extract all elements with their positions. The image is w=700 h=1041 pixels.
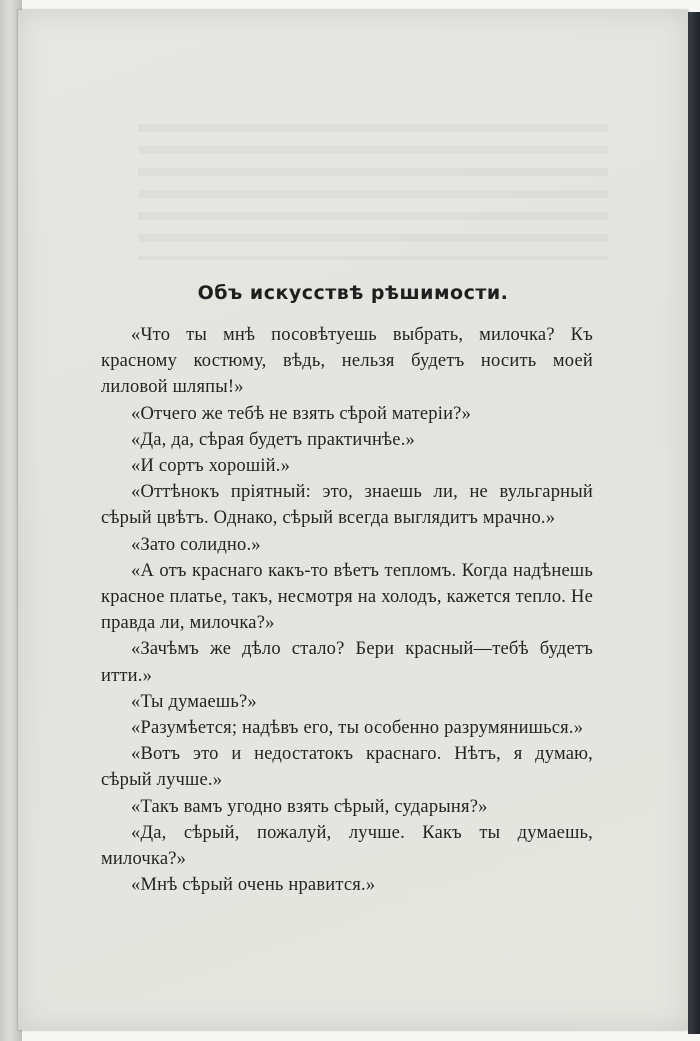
book-cover-edge <box>688 12 700 1034</box>
paragraph: «Отчего же тебѣ не взять сѣрой матеріи?» <box>131 403 472 424</box>
paragraph: «Зато солидно.» <box>131 534 261 555</box>
paragraph: «Да, да, сѣрая будетъ практичнѣе.» <box>131 429 415 450</box>
paragraph: «Разумѣется; надѣвъ его, ты особенно разрумянишься.» <box>131 718 584 739</box>
chapter-title: Объ искусствѣ рѣшимости. <box>197 282 509 304</box>
paragraph: «А отъ краснаго какъ-то вѣетъ тепломъ. Когда надѣнешь красное платье, такъ, несмотря на холодъ, кажется тепло. Не правда ли, милочка?» <box>101 560 593 634</box>
paragraph: «Да, сѣрый, пожалуй, лучше. Какъ ты думаешь, милочка?» <box>101 822 593 870</box>
paragraph: «Что ты мнѣ посовѣтуешь выбрать, милочка? Къ красному костюму, вѣдь, нельзя будетъ носить моей лиловой шляпы!» <box>101 325 593 398</box>
paragraph: «Такъ вамъ угодно взять сѣрый, сударыня?» <box>131 796 488 817</box>
paragraph: «Ты думаешь?» <box>131 691 257 712</box>
paragraph: «Оттѣнокъ пріятный: это, знаешь ли, не вульгарный сѣрый цвѣтъ. Однако, сѣрый всегда выглядитъ мрачно.» <box>101 482 593 529</box>
page-text <box>101 322 593 898</box>
paragraph: «Зачѣмъ же дѣло стало? Бери красный—тебѣ будетъ итти.» <box>101 639 593 686</box>
bleed-through-text <box>138 110 608 260</box>
paragraph: «И сортъ хорошій.» <box>131 456 291 477</box>
paragraph: «Вотъ это и недостатокъ краснаго. Нѣтъ, я думаю, сѣрый лучше.» <box>101 744 593 791</box>
paragraph: «Мнѣ сѣрый очень нравится.» <box>131 875 376 896</box>
